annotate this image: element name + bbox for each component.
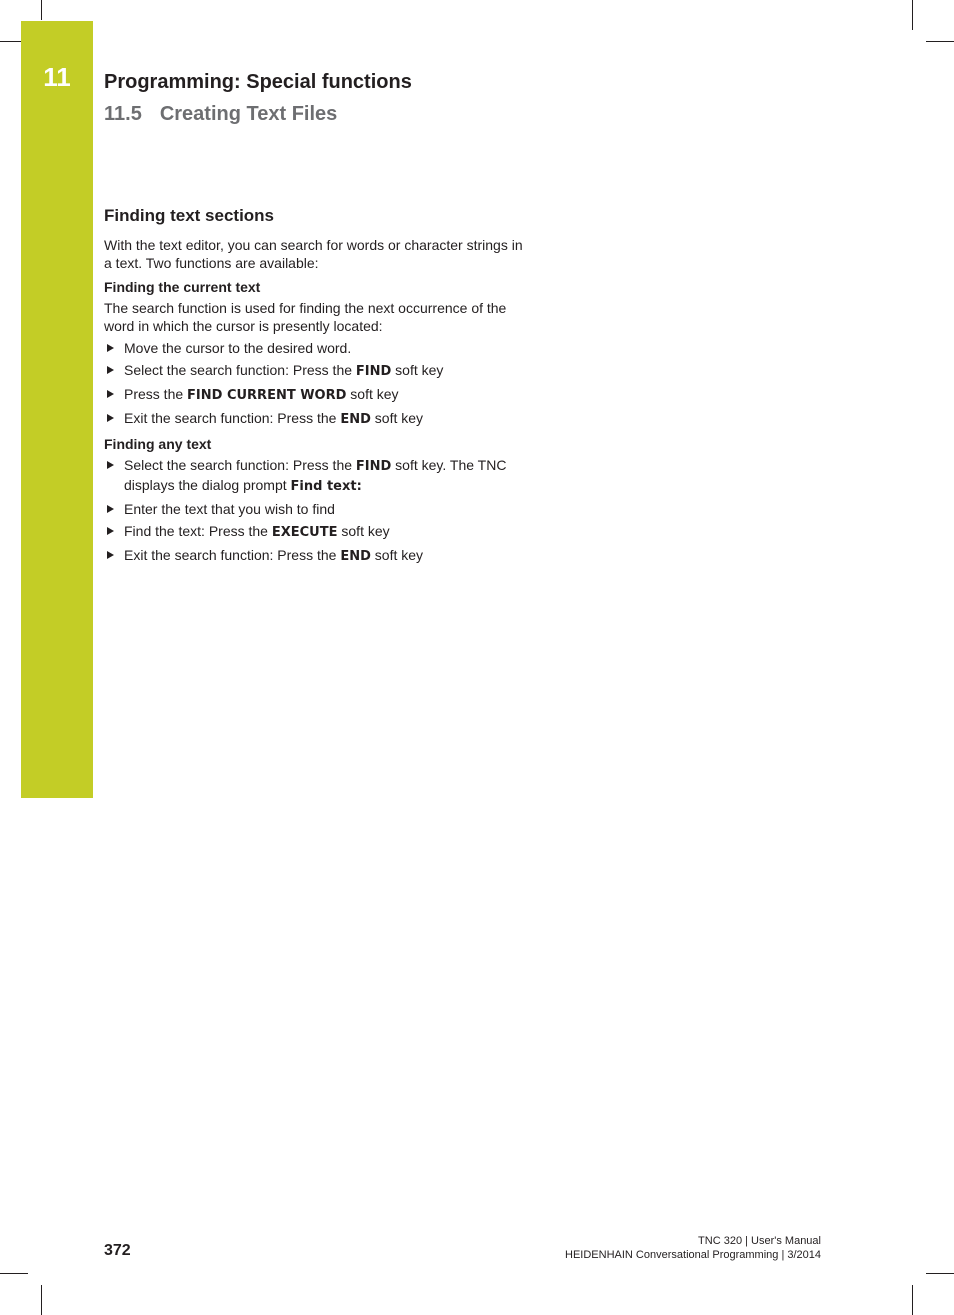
crop-mark (926, 1273, 954, 1274)
page-number: 372 (104, 1242, 131, 1259)
bullet-arrow-icon (107, 505, 114, 513)
footer-info (565, 1234, 821, 1262)
softkey-name: FIND (355, 459, 392, 474)
softkey-name: END (340, 549, 371, 564)
crop-mark (0, 1273, 28, 1274)
step-item: Move the cursor to the desired word. (104, 339, 534, 357)
dialog-prompt: Find text: (290, 479, 362, 494)
softkey-name: FIND CURRENT WORD (187, 388, 347, 403)
bullet-arrow-icon (107, 414, 114, 422)
bullet-arrow-icon (107, 527, 114, 535)
crop-mark (41, 1285, 42, 1315)
bullet-arrow-icon (107, 390, 114, 398)
step-item: Select the search function: Press the FIND soft key (104, 361, 534, 381)
chapter-band (21, 21, 93, 798)
bullet-arrow-icon (107, 366, 114, 374)
step-item: Select the search function: Press the FIND soft key. The TNC displays the dialog prompt Find text: (104, 456, 534, 496)
step-item: Enter the text that you wish to find (104, 500, 534, 518)
chapter-number: 11 (43, 62, 71, 92)
heading-finding-text-sections: Finding text sections (104, 206, 275, 225)
step-item: Find the text: Press the EXECUTE soft key (104, 522, 534, 542)
heading-finding-any-text: Finding any text (104, 436, 212, 452)
current-description: The search function is used for finding the next occurrence of the word in which the cursor is presently located: (104, 300, 507, 334)
intro-paragraph: With the text editor, you can search for words or character strings in a text. Two functions are available: (104, 237, 523, 271)
bullet-arrow-icon (107, 461, 114, 469)
softkey-name: END (340, 412, 371, 427)
chapter-title: Programming: Special functions (104, 71, 412, 93)
section-title: Creating Text Files (159, 103, 338, 125)
bullet-arrow-icon (107, 551, 114, 559)
softkey-name: FIND (355, 364, 392, 379)
main-content (104, 205, 534, 570)
footer-edition: HEIDENHAIN Conversational Programming | 3/2014 (565, 1249, 821, 1261)
crop-mark (912, 1285, 913, 1315)
step-item: Press the FIND CURRENT WORD soft key (104, 385, 534, 405)
heading-finding-current-text: Finding the current text (104, 279, 261, 295)
crop-mark (926, 41, 954, 42)
any-steps-list (104, 456, 534, 566)
section-number: 11.5 (104, 103, 142, 125)
footer-manual-title: TNC 320 | User's Manual (698, 1235, 821, 1247)
current-steps-list (104, 339, 534, 429)
step-item: Exit the search function: Press the END soft key (104, 409, 534, 429)
crop-mark (912, 0, 913, 30)
softkey-name: EXECUTE (271, 525, 338, 540)
section-title-line (104, 103, 337, 126)
crop-mark (41, 0, 42, 20)
crop-mark (0, 41, 22, 42)
step-item: Exit the search function: Press the END soft key (104, 546, 534, 566)
bullet-arrow-icon (107, 344, 114, 352)
